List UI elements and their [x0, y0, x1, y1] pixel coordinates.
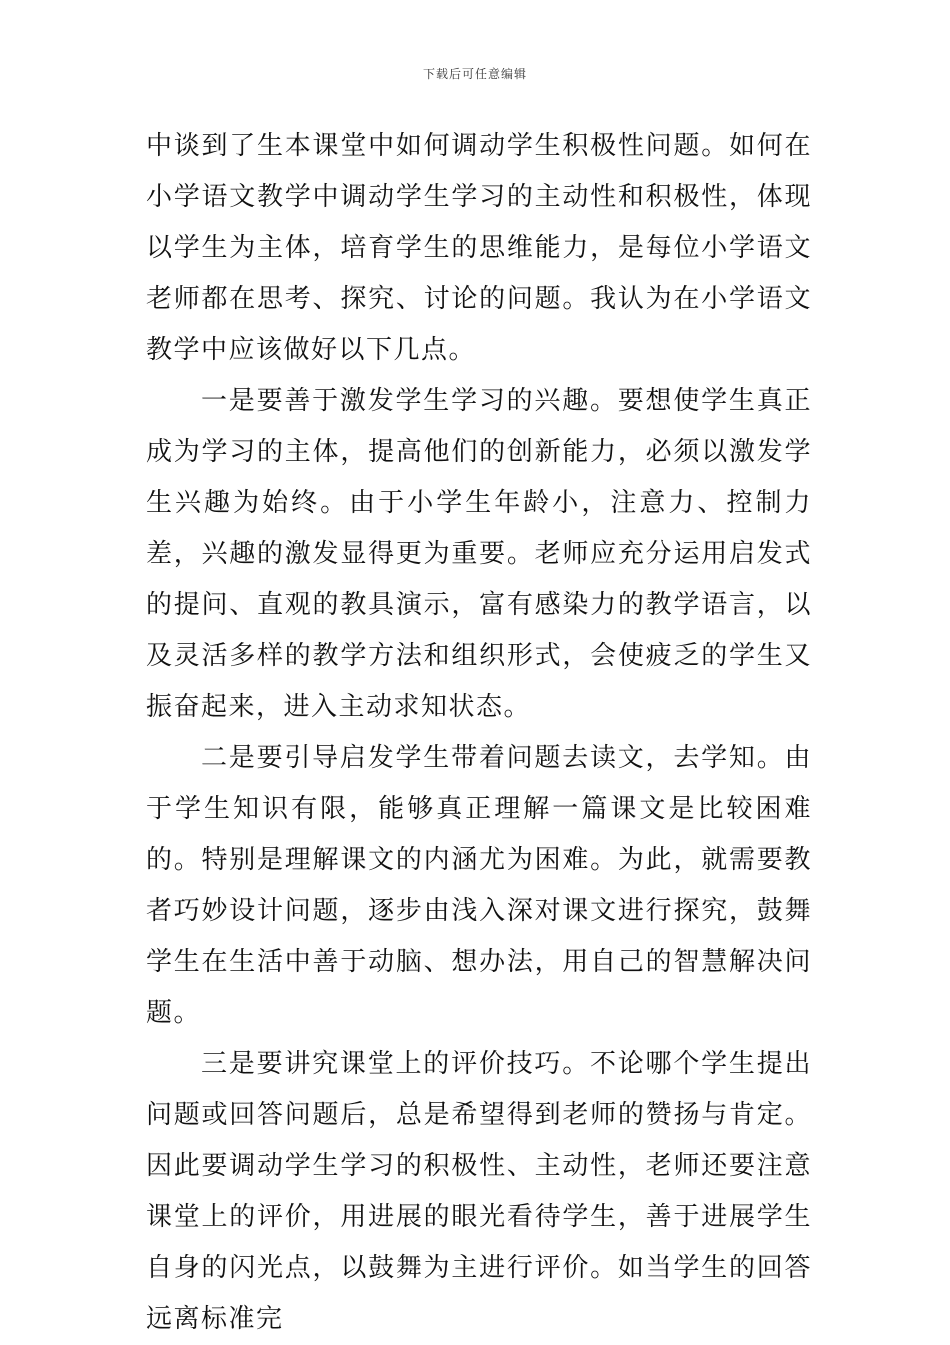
- paragraph-point-two: 二是要引导启发学生带着问题去读文，去学知。由于学生知识有限，能够真正理解一篇课文是比较困难的。特别是理解课文的内涵尤为困难。为此，就需要教者巧妙设计问题，逐步由浅入深对课文进行探究，鼓舞学生在生活中善于动脑、想办法，用自己的智慧解决问题。: [146, 743, 812, 1028]
- document-body: [146, 121, 812, 1345]
- paragraph-point-one: 一是要善于激发学生学习的兴趣。要想使学生真正成为学习的主体，提高他们的创新能力，必须以激发学生兴趣为始终。由于小学生年龄小，注意力、控制力差，兴趣的激发显得更为重要。老师应充分运用启发式的提问、直观的教具演示，富有感染力的教学语言，以及灵活多样的教学方法和组织形式，会使疲乏的学生又振奋起来，进入主动求知状态。: [146, 386, 812, 722]
- page-header: 下载后可任意编辑: [422, 67, 527, 81]
- paragraph-point-three: 三是要讲究课堂上的评价技巧。不论哪个学生提出问题或回答问题后，总是希望得到老师的赞扬与肯定。因此要调动学生学习的积极性、主动性，老师还要注意课堂上的评价，用进展的眼光看待学生，善于进展学生自身的闪光点，以鼓舞为主进行评价。如当学生的回答远离标准完: [146, 1049, 812, 1334]
- paragraph-continuation: 中谈到了生本课堂中如何调动学生积极性问题。如何在小学语文教学中调动学生学习的主动性和积极性，体现以学生为主体，培育学生的思维能力，是每位小学语文老师都在思考、探究、讨论的问题。我认为在小学语文教学中应该做好以下几点。: [146, 131, 812, 365]
